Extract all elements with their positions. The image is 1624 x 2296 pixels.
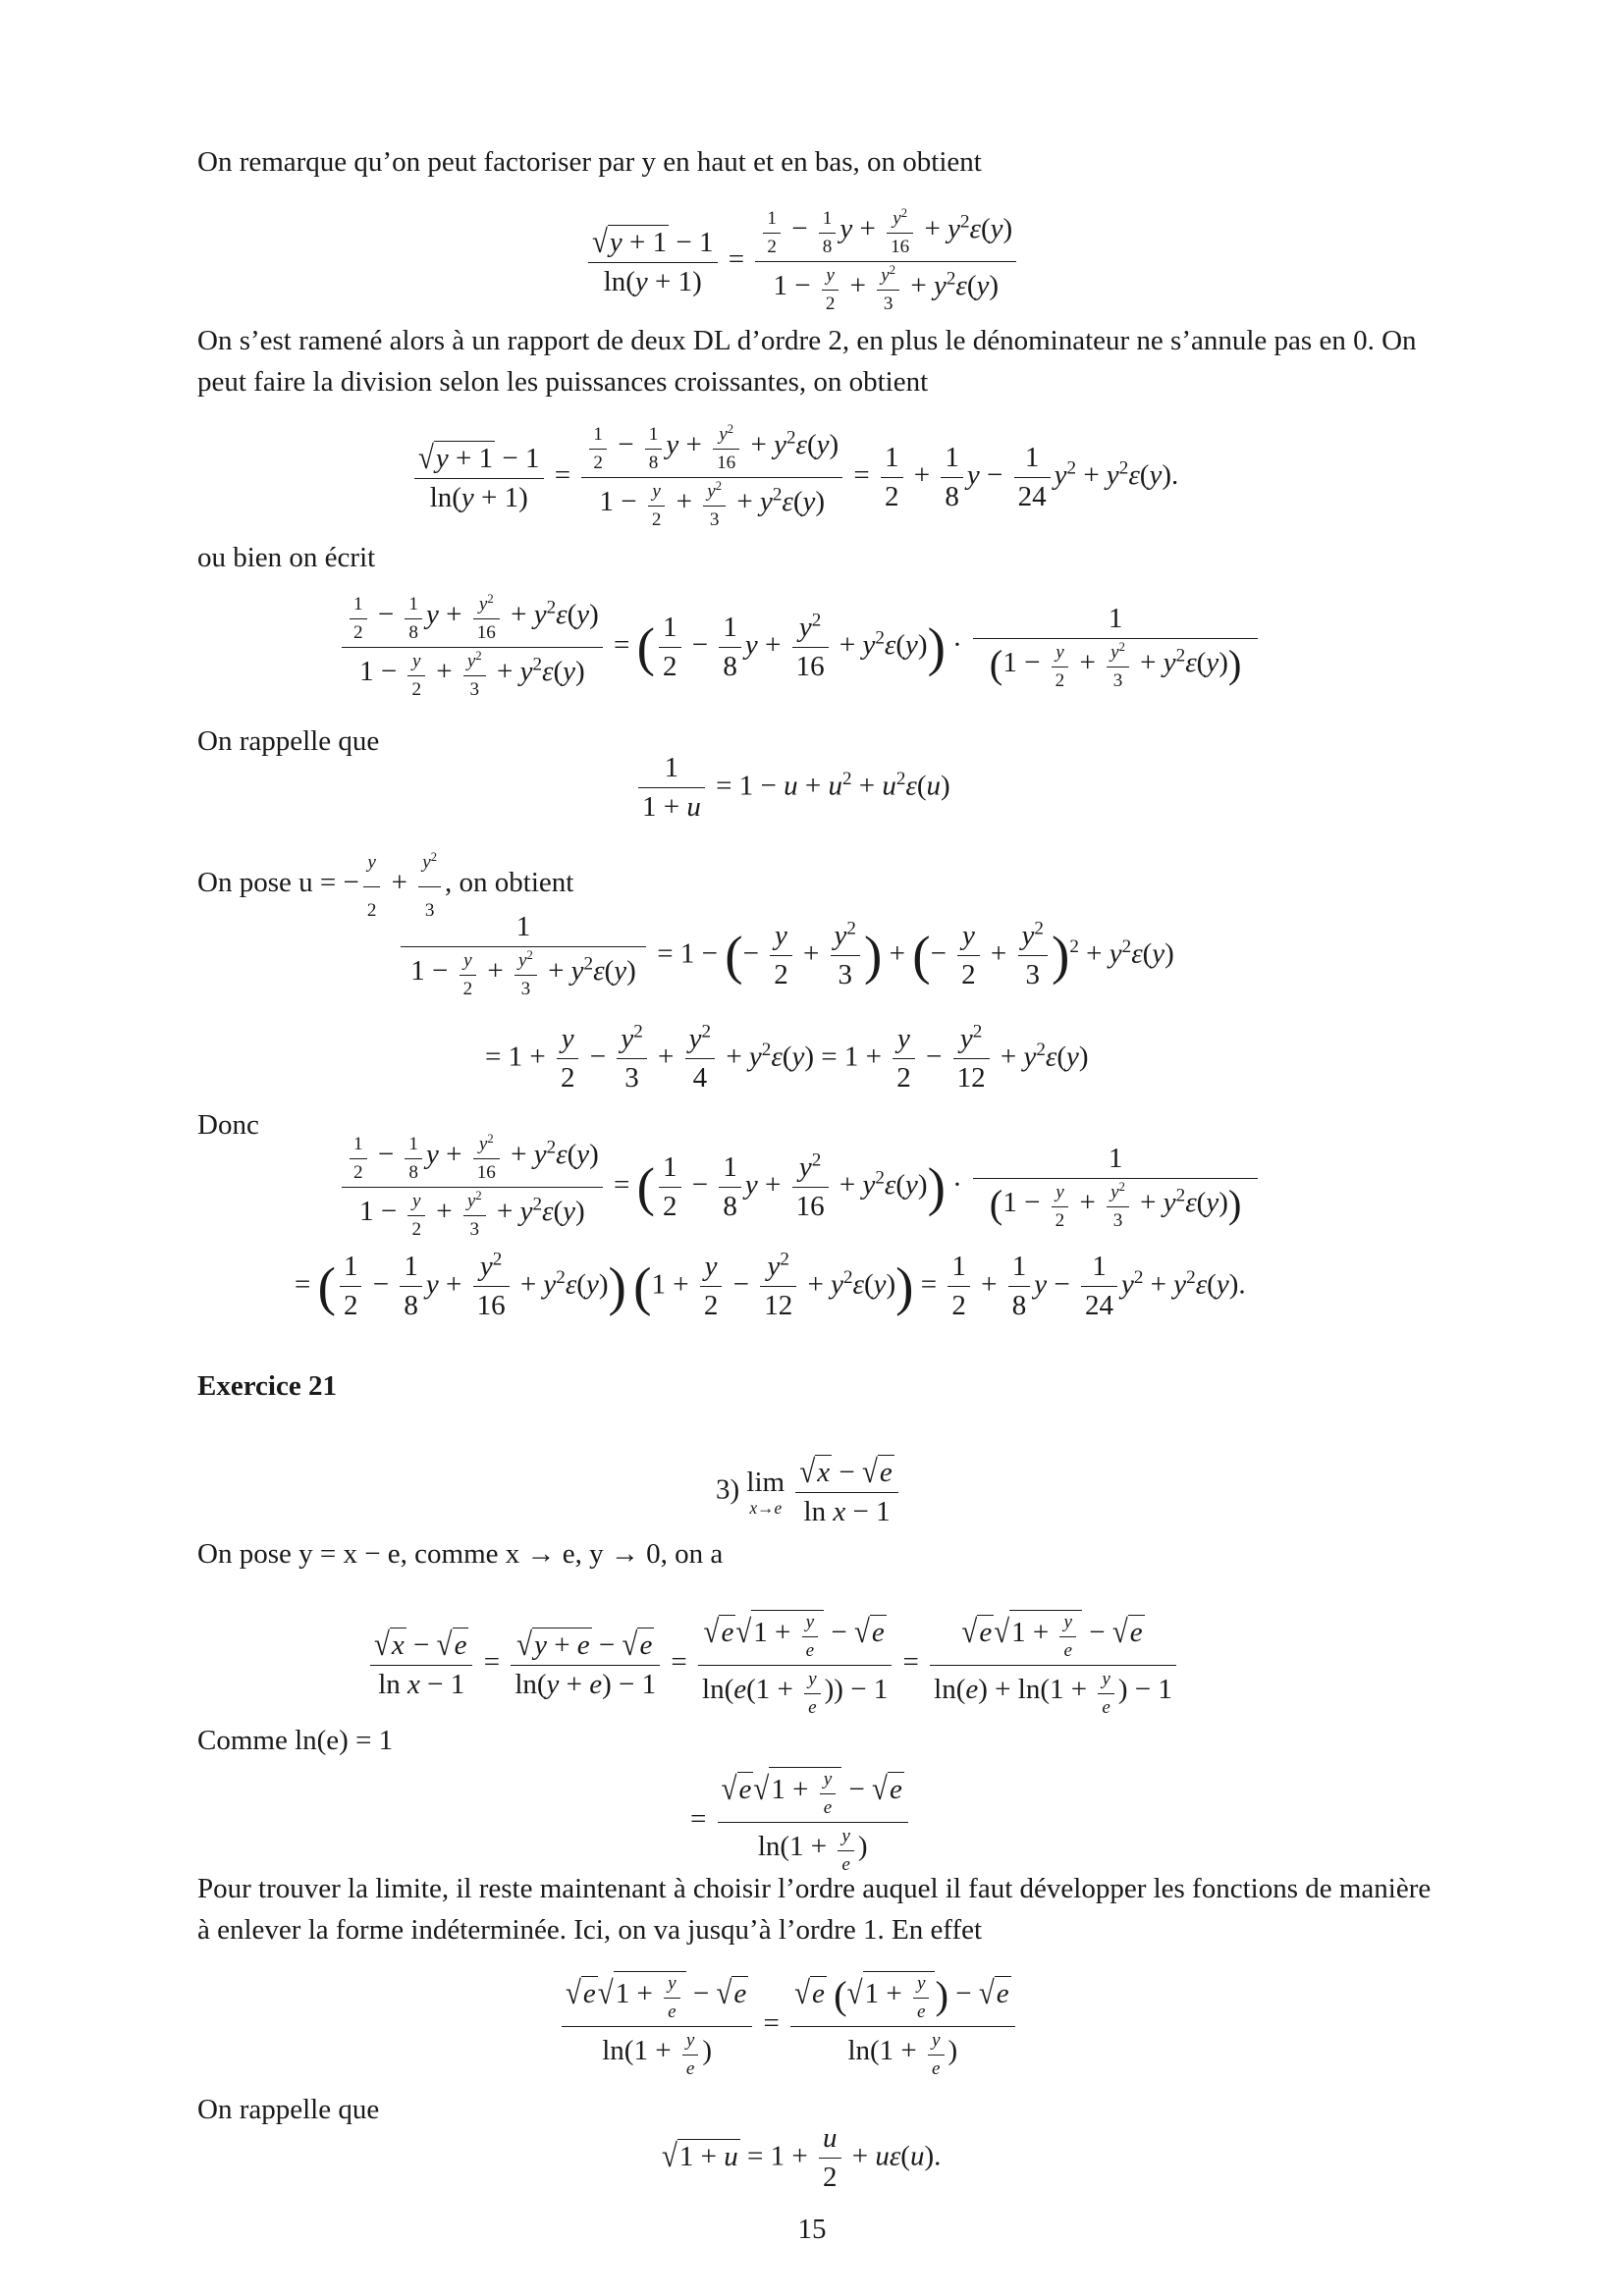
equation-division-result: $\frac{√y + 1 - 1}{\ln(y + 1)}$ = $\frac{1}{2}$ − $\frac{1}{8}$ y + $\frac{y^2}{16}$ + $y^2\varepsilon(y)$ 1 − $\frac{y}{2}$ + $\frac{y^2}{3}$ + $y^2\varepsilon(y)$ = $\frac{1}{2}$ + $\frac{1}{8}$ y − $\frac{1}{24}$ $y^2 + y^2\varepsilon(y)$. (410, 424, 1178, 531)
equation-product-form: $\frac{1}{2}$ − $\frac{1}{8}$ y + $\frac{y^2}{16}$ + $y^2\varepsilon(y)$ 1 − $\frac{y}{2}$ + $\frac{y^2}{3}$ + $y^2\varepsilon(y)$ = ( $\frac{1}{2}$ − $\frac{1}{8}$ y + $\frac{y^2}{16}$ + $y^2\varepsilon(y)$) · 1 (1 − $\frac{y}{2}$ + $\frac{y^2}{3}$ + $y^2\varepsilon(y)$) (338, 594, 1262, 701)
equation-ratio: $\frac{√y + 1 - 1}{\ln(y + 1)}$ = $\frac{1}{2}$ − $\frac{1}{8}$ y + $\frac{y^2}{16}$ + $y^2\varepsilon(y)$ 1 − $\frac{y}{2}$ + $\frac{y^2}{3}$ + $y^2\varepsilon(y)$ (584, 208, 1020, 315)
paragraph-comme-ln: Comme ln(e) = 1 (197, 1725, 394, 1756)
limit-subscript: x→e (749, 1497, 783, 1518)
equation-substitution: $\frac{√x - √e}{\text{ln x − 1}}$ = $\frac{√y + e - √e}{\ln(y + e) - 1}$ = √e√1 + $\frac{y}{e}$ − √e ln(e(1 + $\frac{y}{e}$ )) − 1 = √e√1 + $\frac{y}{e}$ − √e ln(e) + ln(1 + $\frac{y}{e}$ ) − 1 (366, 1610, 1180, 1719)
paragraph-rappel-2: On rappelle que (197, 2094, 380, 2125)
paragraph-donc: Donc (197, 1109, 259, 1141)
paragraph-division: On s’est ramené alors à un rapport de deux DL d’ordre 2, en plus le dénominateur ne s’annule pas en 0. On peut faire la division selon les puissances croissantes, on obtient (197, 325, 1417, 398)
equation-sqrt-expansion: √1 + u = 1 + $\frac{u}{2}$ + uε(u). (662, 2122, 942, 2194)
paragraph-on-pose-y: On pose y = x − e, comme x → e, y → 0, on a (197, 1538, 724, 1570)
equation-simplified-limit: = √e√1 + $\frac{y}{e}$ − √e ln(1 + $\frac{y}{e}$ ) (690, 1767, 912, 1876)
equation-expansion: 1 1 − $\frac{y}{2}$ + $\frac{y^2}{3}$ + $y^2\varepsilon(y)$ = 1 − (− $\frac{y}{2}$ + $\frac{y^2}{3}$ ) + (− $\frac{y}{2}$ + $\frac{y^2}{3}$ )$^2 + y^2\varepsilon(y)$ (397, 911, 1174, 1000)
page-number: 15 (797, 2214, 827, 2245)
equation-product-form-2: $\frac{1}{2}$ − $\frac{1}{8}$ y + $\frac{y^2}{16}$ + $y^2\varepsilon(y)$ 1 − $\frac{y}{2}$ + $\frac{y^2}{3}$ + $y^2\varepsilon(y)$ = ( $\frac{1}{2}$ − $\frac{1}{8}$ y + $\frac{y^2}{16}$ + $y^2\varepsilon(y)$) · 1 (1 − $\frac{y}{2}$ + $\frac{y^2}{3}$ + $y^2\varepsilon(y)$) (338, 1134, 1262, 1241)
equation-expansion-simplified: = 1 + $\frac{y}{2}$ − $\frac{y^2}{3}$ + $\frac{y^2}{4}$ + $y^2\varepsilon(y) = 1$ + $\frac{y}{2}$ − $\frac{y^2}{12}$ + $y^2\varepsilon(y)$ (485, 1021, 1089, 1095)
equation-factor-sqrt-e: √e√1 + $\frac{y}{e}$ − √e ln(1 + $\frac{y}{e}$ ) = √e (√1 + $\frac{y}{e}$ ) − √e ln(1 + $\frac{y}{e}$ ) (558, 1971, 1019, 2080)
paragraph-ou-bien: ou bien on écrit (197, 542, 376, 573)
paragraph-on-pose-u: On pose u = − $\frac{y}{2}$ + $\frac{y^2}{3}$ , on obtient (197, 842, 1444, 932)
limit-label: 3) (716, 1473, 740, 1506)
equation-geometric-series: $\frac{1}{1 + u}$ = $1 - u + u^2 + u^2\varepsilon(u)$ (634, 752, 950, 825)
paragraph-trouver-limite: Pour trouver la limite, il reste maintenant à choisir l’ordre auquel il faut développer les fonctions de manière à enlever la forme indéterminée. Ici, on va jusqu’à l’ordre 1. En effet (197, 1873, 1432, 1946)
equation-final-product: = ( $\frac{1}{2}$ − $\frac{1}{8}$ y + $\frac{y^2}{16}$ + $y^2\varepsilon(y)$) (1 + $\frac{y}{2}$ − $\frac{y^2}{12}$ + $y^2\varepsilon(y)$) = $\frac{1}{2}$ + $\frac{1}{8}$ y − $\frac{1}{24}$ $y^2 + y^2\varepsilon(y)$. (295, 1249, 1246, 1322)
exercise-heading: Exercice 21 (197, 1370, 337, 1402)
paragraph-rappel-1: On rappelle que (197, 725, 380, 757)
equation-limit: 3) lim x→e $\frac{√x - √e}{\text{ln x − 1}}$ (716, 1455, 902, 1529)
paragraph-factorise: On remarque qu’on peut factoriser par y en haut et en bas, on obtient (197, 146, 982, 178)
